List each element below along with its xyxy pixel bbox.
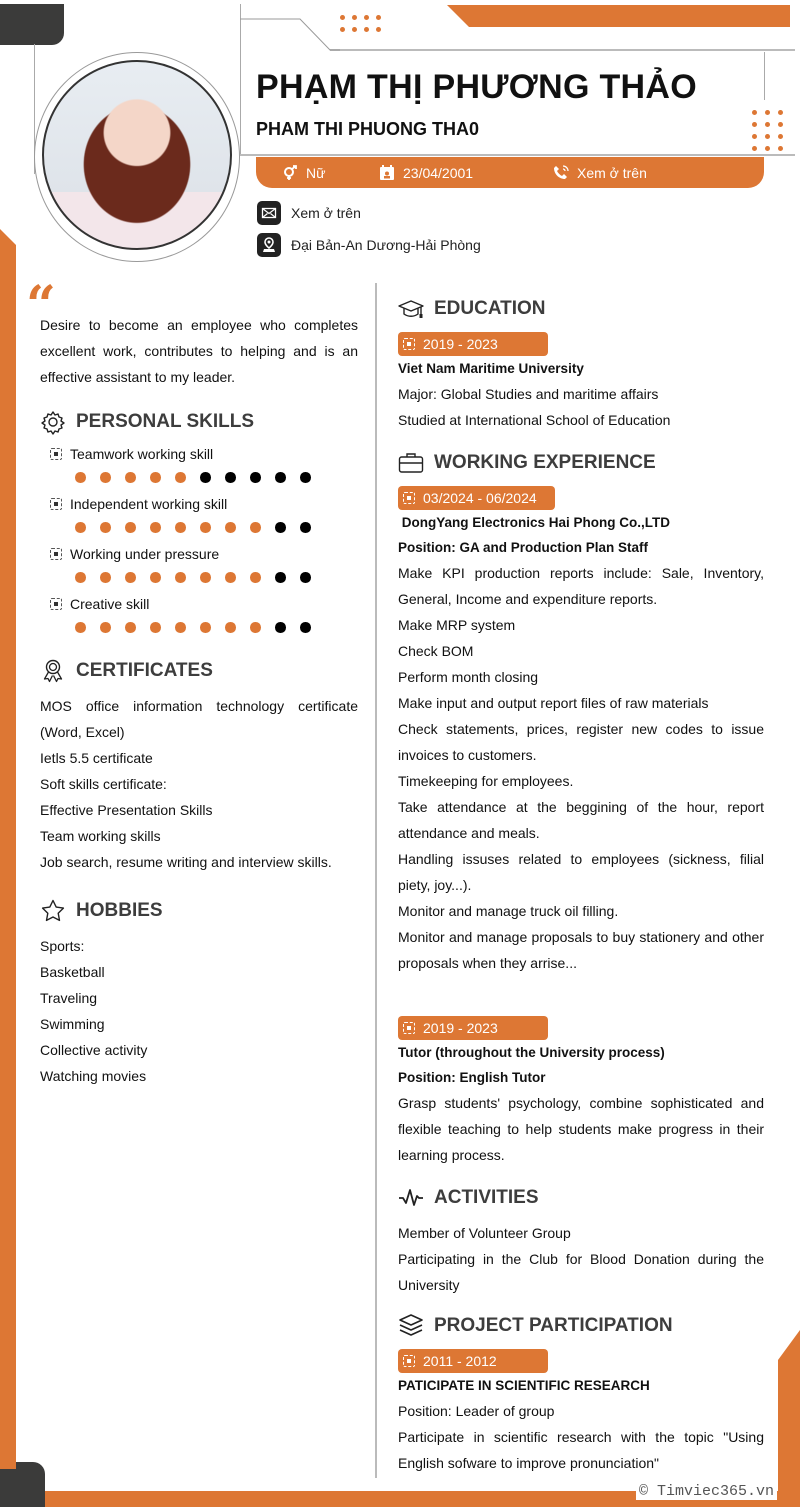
phone-icon	[553, 165, 569, 181]
certificate-item: Effective Presentation Skills	[40, 802, 213, 818]
address-value: Đại Bản-An Dương-Hải Phòng	[291, 237, 481, 253]
rating-dot	[225, 472, 236, 483]
certificate-item: Ietls 5.5 certificate	[40, 750, 153, 766]
job-duty: Monitor and manage truck oil filling.	[398, 903, 619, 919]
job-duty: Check statements, prices, register new codes to issue invoices to customers.	[398, 721, 764, 763]
rating-dot	[125, 522, 136, 533]
rating-dot	[75, 472, 86, 483]
skill-label: Working under pressure	[50, 544, 358, 564]
section-title-hobbies	[40, 897, 358, 925]
skill-item	[50, 544, 358, 583]
job-position: Position: GA and Production Plan Staff	[398, 540, 649, 555]
job-duty: Grasp students' psychology, combine sophisticated and flexible teaching to help students make progress in their learning process.	[398, 1095, 764, 1163]
rating-dot	[125, 572, 136, 583]
rating-dot	[275, 572, 286, 583]
date-icon	[403, 1355, 415, 1367]
education-line: Major: Global Studies and maritime affairs	[398, 386, 659, 402]
job-duty: Perform month closing	[398, 669, 539, 685]
job-duty: Timekeeping for employees.	[398, 773, 574, 789]
watermark: © Timviec365.vn	[636, 1483, 777, 1500]
frame-line	[330, 49, 795, 51]
certificate-item: Team working skills	[40, 828, 161, 844]
hobby-item: Traveling	[40, 990, 98, 1006]
rating-dot	[275, 522, 286, 533]
rating-dot	[200, 472, 211, 483]
date-icon	[403, 492, 415, 504]
location-icon	[257, 233, 281, 257]
dot-pattern-right	[752, 110, 783, 151]
certificates-list	[40, 693, 358, 875]
briefcase-icon	[398, 450, 424, 476]
email-row	[257, 201, 361, 225]
phone-item	[553, 165, 647, 181]
school-name: Viet Nam Maritime University	[398, 361, 584, 376]
rating-dot	[75, 522, 86, 533]
rating-dot	[300, 472, 311, 483]
skills-list	[40, 444, 358, 633]
rating-dot	[275, 472, 286, 483]
hobby-item: Sports:	[40, 938, 85, 954]
gender-value: Nữ	[306, 164, 326, 181]
project-line: Position: Leader of group	[398, 1403, 555, 1419]
job-entry	[398, 1016, 764, 1168]
rating-dot	[175, 572, 186, 583]
section-title-text: WORKING EXPERIENCE	[434, 452, 656, 473]
section-title-projects	[398, 1312, 764, 1340]
certificate-item: MOS office information technology certificate (Word, Excel)	[40, 698, 358, 740]
rating-dot	[175, 522, 186, 533]
skill-rating	[75, 522, 358, 533]
job-duty: Make KPI production reports include: Sale, Inventory, General, Income and expenditure reports.	[398, 565, 764, 607]
rating-dot	[250, 522, 261, 533]
avatar-photo	[42, 60, 232, 250]
rating-dot	[100, 522, 111, 533]
rating-dot	[200, 622, 211, 633]
corner-block-top-left	[0, 4, 64, 45]
rating-dot	[300, 622, 311, 633]
frame-line	[764, 52, 765, 100]
project-line: Participate in scientific research with the topic "Using English sofware to improve pronunciation"	[398, 1429, 764, 1471]
project-name: PATICIPATE IN SCIENTIFIC RESEARCH	[398, 1378, 650, 1393]
frame-line	[240, 154, 795, 156]
info-bar	[256, 157, 764, 188]
activities-list	[398, 1220, 764, 1298]
quote-icon: “	[26, 275, 56, 336]
full-name: PHẠM THỊ PHƯƠNG THẢO	[256, 68, 697, 106]
date-icon	[403, 338, 415, 350]
company-name: DongYang Electronics Hai Phong Co.,LTD	[398, 515, 671, 530]
rating-dot	[150, 572, 161, 583]
rating-dot	[275, 622, 286, 633]
skill-label: Independent working skill	[50, 494, 358, 514]
right-column	[398, 295, 764, 1476]
section-title-text: HOBBIES	[76, 900, 163, 921]
rating-dot	[175, 472, 186, 483]
graduation-cap-icon	[398, 296, 424, 322]
project-date-badge: 2011 - 2012	[398, 1349, 548, 1373]
activity-item: Member of Volunteer Group	[398, 1225, 571, 1241]
rating-dot	[75, 622, 86, 633]
hobby-item: Collective activity	[40, 1042, 148, 1058]
gear-icon	[40, 409, 66, 435]
section-title-text: PROJECT PARTICIPATION	[434, 1315, 673, 1336]
email-value: Xem ở trên	[291, 205, 361, 221]
activity-item: Participating in the Club for Blood Donation during the University	[398, 1251, 764, 1293]
skill-rating	[75, 622, 358, 633]
rating-dot	[100, 472, 111, 483]
career-objective: Desire to become an employee who completes excellent work, contributes to helping and is an effective assistant to my leader.	[40, 317, 358, 385]
skill-rating	[75, 472, 358, 483]
rating-dot	[175, 622, 186, 633]
hobby-item: Swimming	[40, 1016, 105, 1032]
rating-dot	[225, 622, 236, 633]
skill-label: Creative skill	[50, 594, 358, 614]
skill-item	[50, 494, 358, 533]
rating-dot	[225, 572, 236, 583]
gender-icon	[282, 165, 298, 181]
dot-pattern-top	[340, 15, 381, 32]
rating-dot	[100, 572, 111, 583]
rating-dot	[250, 572, 261, 583]
bullet-icon	[50, 498, 62, 510]
rating-dot	[300, 572, 311, 583]
section-title-personal-skills	[40, 408, 358, 436]
accent-bar-right	[778, 1330, 800, 1500]
education-line: Studied at International School of Education	[398, 412, 671, 428]
experience-list	[398, 486, 764, 1168]
section-title-text: EDUCATION	[434, 298, 546, 319]
email-icon	[257, 201, 281, 225]
rating-dot	[250, 472, 261, 483]
rating-dot	[225, 522, 236, 533]
accent-bar-left	[0, 229, 16, 1469]
rating-dot	[200, 522, 211, 533]
rating-dot	[75, 572, 86, 583]
date-icon	[403, 1022, 415, 1034]
birthdate-value: 23/04/2001	[403, 164, 474, 181]
education-date-badge: 2019 - 2023	[398, 332, 548, 356]
certificate-item: Job search, resume writing and interview skills.	[40, 854, 332, 870]
job-date-badge: 2019 - 2023	[398, 1016, 548, 1040]
skill-rating	[75, 572, 358, 583]
section-title-text: PERSONAL SKILLS	[76, 411, 255, 432]
job-duty: Monitor and manage proposals to buy stationery and other proposals when they arrise...	[398, 929, 764, 971]
bullet-icon	[50, 548, 62, 560]
section-title-activities	[398, 1184, 764, 1212]
rating-dot	[300, 522, 311, 533]
skill-item	[50, 594, 358, 633]
job-duty: Check BOM	[398, 643, 474, 659]
job-position: Position: English Tutor	[398, 1070, 546, 1085]
rating-dot	[250, 622, 261, 633]
layers-icon	[398, 1313, 424, 1339]
job-duty: Handling issuses related to employees (sickness, filial piety, joy...).	[398, 851, 764, 893]
column-divider	[375, 283, 377, 1478]
rating-dot	[125, 622, 136, 633]
full-name-ascii: PHAM THI PHUONG THA0	[256, 119, 480, 139]
rating-dot	[100, 622, 111, 633]
section-title-experience	[398, 449, 764, 477]
job-duty: Take attendance at the beggining of the hour, report attendance and meals.	[398, 799, 764, 841]
frame-diagonal	[240, 0, 340, 52]
hobby-item: Basketball	[40, 964, 105, 980]
rating-dot	[200, 572, 211, 583]
company-name: Tutor (throughout the University process)	[398, 1045, 665, 1060]
job-date-badge: 03/2024 - 06/2024	[398, 486, 555, 510]
calendar-icon	[379, 165, 395, 181]
bullet-icon	[50, 448, 62, 460]
pulse-icon	[398, 1185, 424, 1211]
job-duty: Make MRP system	[398, 617, 516, 633]
bullet-icon	[50, 598, 62, 610]
skill-label: Teamwork working skill	[50, 444, 358, 464]
certificate-item: Soft skills certificate:	[40, 776, 167, 792]
star-icon	[40, 898, 66, 924]
address-row	[257, 233, 481, 257]
section-title-text: CERTIFICATES	[76, 660, 213, 681]
section-title-text: ACTIVITIES	[434, 1187, 539, 1208]
gender-item	[282, 165, 325, 181]
rating-dot	[150, 472, 161, 483]
birthdate-item	[379, 165, 473, 181]
phone-value: Xem ở trên	[577, 164, 647, 181]
award-icon	[40, 658, 66, 684]
rating-dot	[150, 622, 161, 633]
job-entry	[398, 486, 764, 976]
rating-dot	[125, 472, 136, 483]
skill-item	[50, 444, 358, 483]
hobby-item: Watching movies	[40, 1068, 147, 1084]
rating-dot	[150, 522, 161, 533]
section-title-certificates	[40, 657, 358, 685]
hobbies-list	[40, 933, 358, 1089]
section-title-education	[398, 295, 764, 323]
job-duty: Make input and output report files of raw materials	[398, 695, 709, 711]
accent-bar-top	[447, 5, 790, 27]
left-column	[26, 275, 358, 1089]
